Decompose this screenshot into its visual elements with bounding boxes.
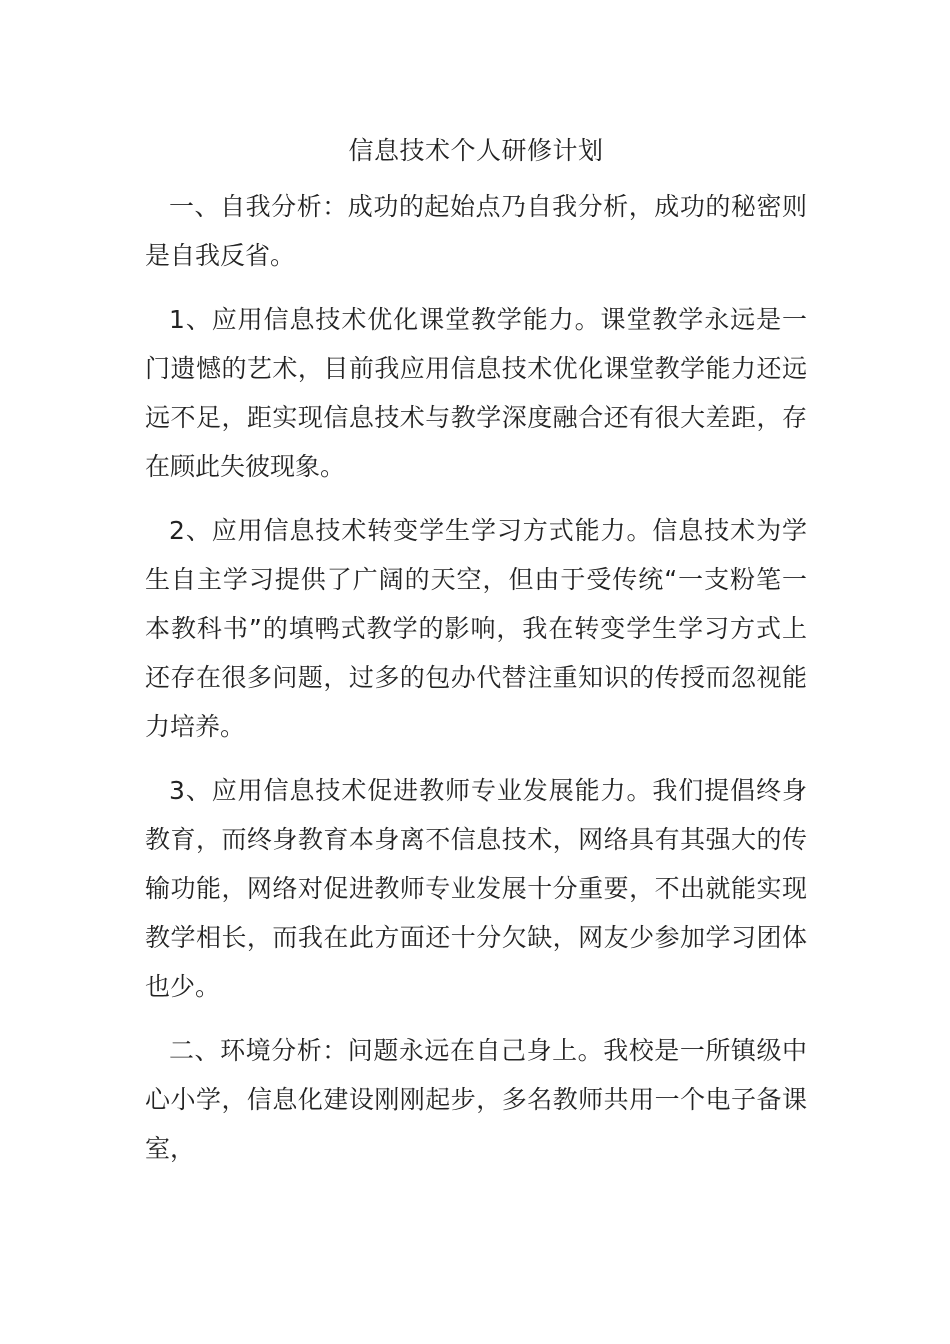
- item-1-paragraph: 1、应用信息技术优化课堂教学能力。课堂教学永远是一门遗憾的艺术，目前我应用信息技术优化课堂教学能力还远远不足，距实现信息技术与教学深度融合还有很大差距，存在顾此失彼现象。: [145, 305, 807, 481]
- item-3-paragraph: 3、应用信息技术促进教师专业发展能力。我们提倡终身教育，而终身教育本身离不信息技术，网络具有其强大的传输功能，网络对促进教师专业发展十分重要，不出就能实现教学相长，而我在此方面还十分欠缺，网友少参加学习团体也少。: [145, 776, 807, 1001]
- section-self-analysis: 一、自我分析：成功的起始点乃自我分析，成功的秘密则是自我反省。: [145, 192, 807, 270]
- document-title: 信息技术个人研修计划: [348, 136, 604, 165]
- item-2-paragraph: 2、应用信息技术转变学生学习方式能力。信息技术为学生自主学习提供了广阔的天空，但由于受传统“一支粉笔一本教科书”的填鸭式教学的影响，我在转变学生学习方式上还存在很多问题，过多的包办代替注重知识的传授而忽视能力培养。: [145, 516, 807, 741]
- document-page: [145, 128, 807, 1188]
- section-environment-analysis: 二、环境分析：问题永远在自己身上。我校是一所镇级中心小学，信息化建设刚刚起步，多名教师共用一个电子备课室，: [145, 1036, 807, 1163]
